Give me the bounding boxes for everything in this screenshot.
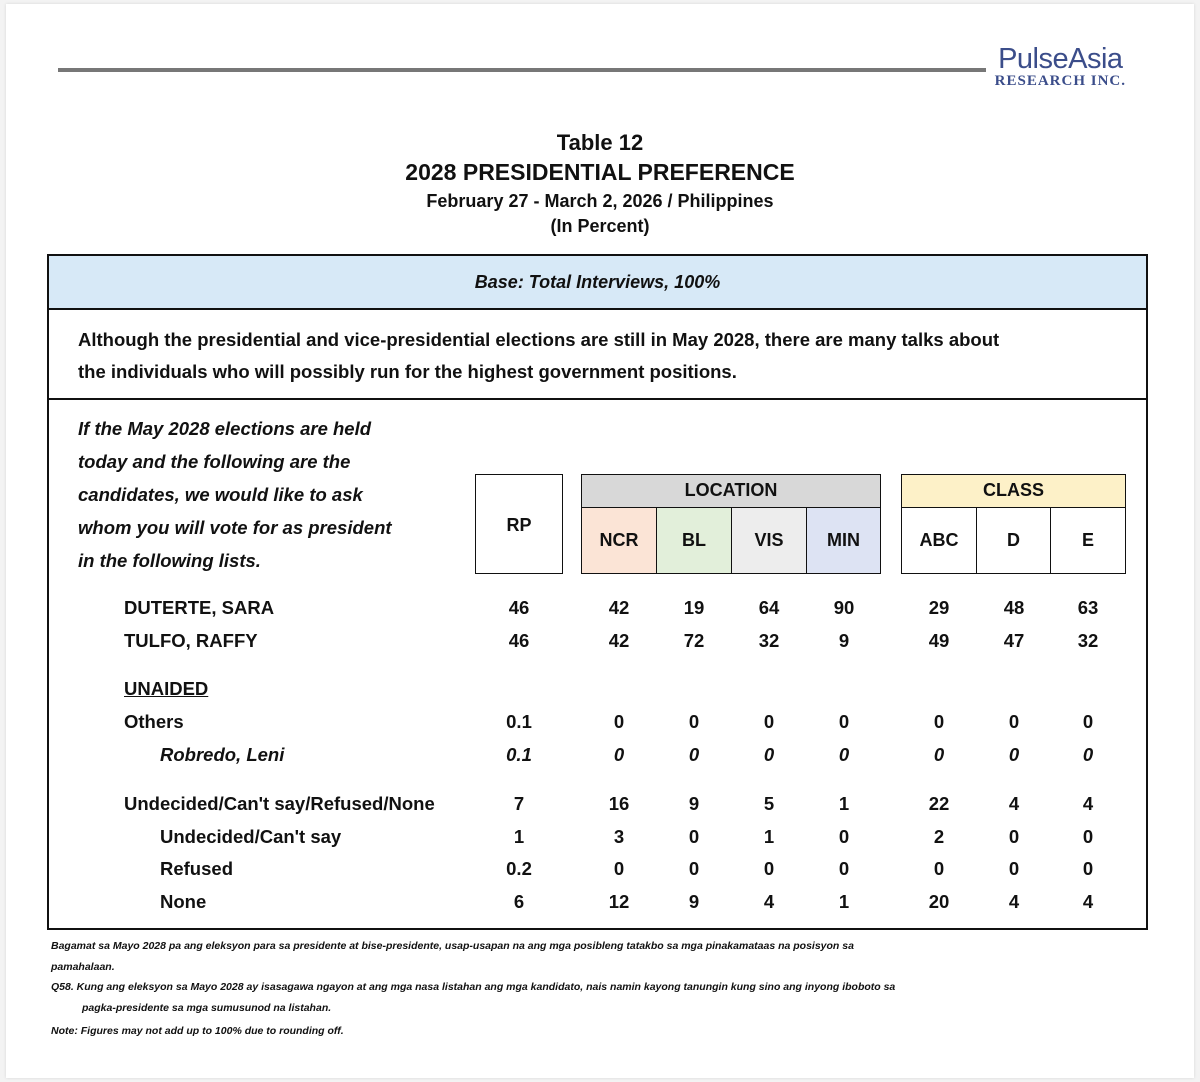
cell-ncr: 12 [608, 891, 630, 912]
question-line-3: candidates, we would like to ask [78, 484, 363, 505]
data-row [49, 826, 1146, 856]
cell-vis: 32 [758, 630, 780, 651]
cell-abc: 29 [928, 597, 950, 618]
cell-abc: 0 [933, 744, 945, 765]
cell-min: 9 [838, 630, 850, 651]
data-row [49, 630, 1146, 660]
cell-rp: 7 [513, 793, 525, 814]
cell-e: 63 [1077, 597, 1099, 618]
question-line-5: in the following lists. [78, 550, 261, 571]
cell-ncr: 42 [608, 630, 630, 651]
cell-d: 4 [1008, 793, 1020, 814]
cell-d: 0 [1008, 826, 1020, 847]
section-divider [49, 398, 1146, 400]
cell-min: 90 [833, 597, 855, 618]
column-header-e: E [1050, 507, 1126, 574]
cell-e: 32 [1077, 630, 1099, 651]
cell-rp: 46 [508, 630, 530, 651]
results-table [47, 254, 1148, 930]
cell-min: 0 [838, 858, 850, 879]
column-header-d: D [976, 507, 1051, 574]
question-line-4: whom you will vote for as president [78, 517, 392, 538]
cell-rp: 0.2 [506, 858, 532, 879]
cell-abc: 0 [933, 711, 945, 732]
cell-d: 0 [1008, 858, 1020, 879]
table-number: Table 12 [556, 130, 644, 155]
cell-bl: 0 [688, 711, 700, 732]
base-label: Base: Total Interviews, 100% [49, 256, 1146, 310]
table-heading: 2028 PRESIDENTIAL PREFERENCE [405, 159, 795, 185]
column-header-vis: VIS [731, 507, 807, 574]
logo-subtitle: RESEARCH INC. [994, 73, 1126, 89]
row-label: Robredo, Leni [160, 744, 285, 765]
cell-bl: 0 [688, 826, 700, 847]
unit-label: (In Percent) [550, 216, 650, 236]
cell-ncr: 0 [613, 711, 625, 732]
column-header-rp: RP [475, 474, 563, 574]
cell-ncr: 3 [613, 826, 625, 847]
row-label: None [160, 891, 207, 912]
logo-name: PulseAsia [998, 43, 1123, 75]
intro-line-1: Although the presidential and vice-presidential elections are still in May 2028, there are many talks about [78, 329, 1000, 350]
cell-d: 48 [1003, 597, 1025, 618]
question-line-2: today and the following are the [78, 451, 351, 472]
row-label: TULFO, RAFFY [124, 630, 258, 651]
cell-abc: 2 [933, 826, 945, 847]
cell-bl: 0 [688, 744, 700, 765]
question-text [78, 412, 438, 577]
cell-bl: 72 [683, 630, 705, 651]
cell-d: 0 [1008, 744, 1020, 765]
data-row [49, 793, 1146, 823]
data-row [49, 744, 1146, 774]
footnote-question: Q58. Kung ang eleksyon sa Mayo 2028 ay isasagawa ngayon at ang mga nasa listahan ang mga kandidato, nais namin kayong tanungin kung sino ang inyong iboboto sa [51, 981, 896, 993]
cell-vis: 1 [763, 826, 775, 847]
cell-e: 0 [1082, 858, 1094, 879]
cell-abc: 49 [928, 630, 950, 651]
column-header-min: MIN [806, 507, 881, 574]
cell-e: 4 [1082, 891, 1094, 912]
data-row [49, 858, 1146, 888]
cell-min: 0 [838, 744, 850, 765]
cell-ncr: 16 [608, 793, 630, 814]
cell-e: 4 [1082, 793, 1094, 814]
intro-text [78, 324, 1118, 388]
section-label-unaided: UNAIDED [124, 678, 209, 699]
cell-rp: 6 [513, 891, 525, 912]
footnote-question-cont: pagka-presidente sa mga sumusunod na listahan. [82, 1002, 332, 1014]
footnote-translation-1: Bagamat sa Mayo 2028 pa ang eleksyon para sa presidente at bise-presidente, usap-usapan na ang mga posibleng tatakbo sa mga pinakamataas na posisyon sa [51, 940, 854, 952]
cell-rp: 0.1 [506, 711, 532, 732]
cell-abc: 22 [928, 793, 950, 814]
cell-ncr: 0 [613, 858, 625, 879]
cell-abc: 0 [933, 858, 945, 879]
row-label: Undecided/Can't say/Refused/None [124, 793, 435, 814]
cell-bl: 19 [683, 597, 705, 618]
row-label: Refused [160, 858, 233, 879]
cell-bl: 9 [688, 793, 700, 814]
header-rule [58, 68, 986, 72]
cell-d: 4 [1008, 891, 1020, 912]
cell-vis: 0 [763, 711, 775, 732]
footnote-rounding-note: Note: Figures may not add up to 100% due to rounding off. [51, 1025, 344, 1037]
pulse-asia-logo [995, 44, 1126, 88]
cell-bl: 0 [688, 858, 700, 879]
survey-dates: February 27 - March 2, 2026 / Philippines [426, 191, 774, 211]
section-row-unaided [49, 678, 1146, 708]
row-label: Others [124, 711, 184, 732]
group-header-location: LOCATION [581, 474, 881, 508]
column-header-bl: BL [656, 507, 732, 574]
cell-vis: 4 [763, 891, 775, 912]
cell-abc: 20 [928, 891, 950, 912]
cell-d: 47 [1003, 630, 1025, 651]
cell-vis: 5 [763, 793, 775, 814]
cell-min: 1 [838, 891, 850, 912]
cell-e: 0 [1082, 826, 1094, 847]
column-header-ncr: NCR [581, 507, 657, 574]
footnote-translation-1-cont: pamahalaan. [51, 961, 115, 973]
cell-ncr: 0 [613, 744, 625, 765]
cell-min: 1 [838, 793, 850, 814]
intro-line-2: the individuals who will possibly run for the highest government positions. [78, 361, 737, 382]
cell-min: 0 [838, 711, 850, 732]
cell-rp: 1 [513, 826, 525, 847]
cell-bl: 9 [688, 891, 700, 912]
cell-vis: 0 [763, 744, 775, 765]
cell-rp: 46 [508, 597, 530, 618]
cell-e: 0 [1082, 744, 1094, 765]
cell-rp: 0.1 [506, 744, 532, 765]
data-row [49, 711, 1146, 741]
cell-vis: 64 [758, 597, 780, 618]
cell-d: 0 [1008, 711, 1020, 732]
cell-vis: 0 [763, 858, 775, 879]
question-line-1: If the May 2028 elections are held [78, 418, 372, 439]
row-label: DUTERTE, SARA [124, 597, 275, 618]
data-row [49, 597, 1146, 627]
cell-min: 0 [838, 826, 850, 847]
column-header-abc: ABC [901, 507, 977, 574]
cell-ncr: 42 [608, 597, 630, 618]
group-header-class: CLASS [901, 474, 1126, 508]
cell-e: 0 [1082, 711, 1094, 732]
data-row [49, 891, 1146, 921]
row-label: Undecided/Can't say [160, 826, 342, 847]
